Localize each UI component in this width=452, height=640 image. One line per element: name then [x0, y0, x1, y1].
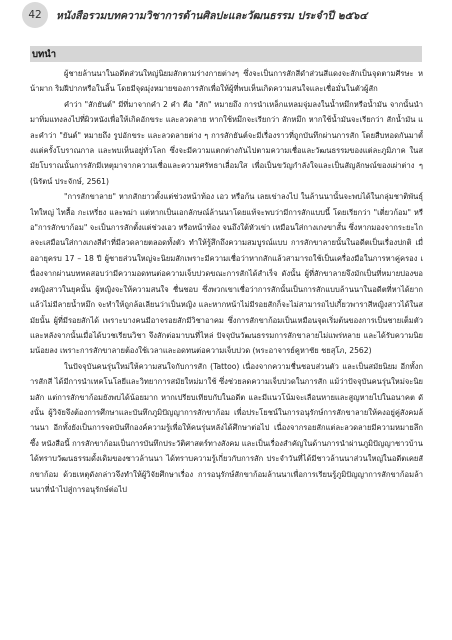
section-heading-bar [30, 46, 422, 62]
paragraph: ผู้ชายล้านนาในอดีตส่วนใหญ่นิยมสักตามร่างกายต่างๆ ซึ่งจะเป็นการสักสีดำส่วนสีแดงจะสักเป็นจุดตามศีรษะ หน้าผาก ริมฝีปากหรือในลิ้น โดยมีจุดมุ่งหมายของการสักเพื่อให้ผู้ที่พบเห็นเกิดความสนใจและเชื่อมั่นในตัวผู้สัก [30, 69, 423, 94]
paragraph: คำว่า "สักยันต์" มีที่มาจากคำ 2 คำ คือ "สัก" หมายถึง การนำเหล็กแหลมจุ่มลงในน้ำหมึกหรือน้ำมัน จากนั้นนำมาทิ่มแทงลงไปที่ผิวหนังเพื่อให้เกิดอักขระ และลวดลาย หากใช้หมึกจะเรียกว่า สักหมึก หากใช้น้ำมันจะเรียกว่า สักน้ำมัน และคำว่า "ยันต์" หมายถึง รูปอักขระ และลวดลายต่าง ๆ การสักยันต์จะมีเรื่องราวที่ถูกบันทึกผ่านการสัก โดยสืบทอดกันมาตั้งแต่ครั้งโบราณกาล และพบเห็นอยู่ทั่วโลก ซึ่งจะมีความแตกต่างกันไปตามความเชื่อและวัฒนธรรมของแต่ละภูมิภาค ในสมัยโบราณนั้นการสักมีเหตุมาจากความเชื่อและความศรัทธาเลื่อมใส เพื่อเป็นขวัญกำลังใจและเป็นสัญลักษณ์ของเผ่าต่าง ๆ (นิรัตน์ ประจักษ์, 2561) [30, 99, 423, 186]
section-heading: บทนำ [32, 49, 57, 60]
paragraph: "การสักขาลาย" หากสักยาวตั้งแต่ช่วงหน้าท้อง เอว หรือก้น เลยเข่าลงไป ในล้านนานั้นจะพบได้ในกลุ่มชาติพันธุ์ไทใหญ่ ไทลื้อ กะเหรี่ยง และพม่า แต่หากเป็นเอกลักษณ์ล้านนาโดยแท้จะพบว่ามีการสักแบบนี้ โดยเรียกว่า "เตี่ยวก้อม" หรือ"การสักขาก้อม" จะเป็นการสักตั้งแต่ช่วงเอว หรือหน้าท้อง จนถึงใต้หัวเข่า เหมือนใส่กางเกงขาสั้น ซึ่งหากมองจากระยะไกลจะเสมือนใส่กางเกงสีดำที่มีลวดลายตลอดทั้งตัว ทำให้รู้สึกถึงความสมบูรณ์แบบ การสักขาลายนั้นในอดีตเป็นเรื่องปกติ เมื่ออายุครบ 17 – 18 ปี ผู้ชายส่วนใหญ่จะนิยมสักเพราะมีความเชื่อว่าหากสักแล้วสามารถใช้เป็นเครื่องมือในการหาคู่ครอง เนื่องจากผ่านบททดสอบว่ามีความอดทนต่อความเจ็บปวดขณะการสักได้สำเร็จ ดังนั้น ผู้ที่สักขาลายจึงมักเป็นที่หมายปองของหญิงสาวในยุคนั้น ผู้หญิงจะให้ความสนใจ ชื่นชอบ ซึ่งพวกเขาเชื่อว่าการสักนั้นเป็นการสักแบบล้านนาในอดีตที่หาได้ยาก แล้วไม่มีลายน้ำหมึก จะทำให้ถูกล้อเลียนว่าเป็นหญิง และหากหน้าไม่มีรอยสักก็จะไม่สามารถไปเกี้ยวพาราสีหญิงสาวได้ในสมัยนั้น ผู้ที่มีรอยสักได้ เพราะบางคนมีอาจรอยสักมีวิชาอาคม ซึ่งการสักขาก้อมเป็นเหมือนจุดเริ่มต้นของการเป็นชายเต็มตัว และหลังจากนั้นเมื่อได้บวชเรียนวิชา จึงสักต่อมาบนที่ไหล่ ปัจจุบันวัฒนธรรมการสักขาลายไม่แพร่หลาย และได้รับความนิยมน้อยลง เพราะการสักขาลายต้องใช้เวลาและอดทนต่อความเจ็บปวด (พระอาจารย์คูหาชัย ชยสุโภ, 2562) [30, 192, 423, 356]
page-number: 42 [22, 2, 48, 28]
running-header-title: หนังสือรวมบทความวิชาการด้านศิลปะและวัฒนธรรม ประจำปี ๒๕๖๔ [56, 10, 368, 22]
article-body [30, 66, 423, 586]
paragraph: ในปัจจุบันคนรุ่นใหม่ให้ความสนใจกับการสัก (Tattoo) เนื่องจากความชื่นชอบส่วนตัว และเป็นสมัยนิยม อีกทั้งการสักสี ได้มีการนำเทคโนโลยีและวิทยาการสมัยใหม่มาใช้ ซึ่งช่วยลดความเจ็บปวดในการสัก แม้ว่าปัจจุบันคนรุ่นใหม่จะนิยมสัก แต่การสักขาก้อมยังพบได้น้อยมาก หากเปรียบเทียบกับในอดีต และมีแนวโน้มจะเลือนหายและสูญหายไปในอนาคต ดังนั้น ผู้วิจัยจึงต้องการศึกษาและบันทึกภูมิปัญญาการสักขาก้อม เพื่อประโยชน์ในการอนุรักษ์การสักขาลายให้คงอยู่คู่สังคมล้านนา อีกทั้งยังเป็นการจดบันทึกองค์ความรู้เพื่อให้คนรุ่นหลังได้ศึกษาต่อไป เนื่องจากรอยสักแต่ละลวดลายมีความหมายลึกซึ้ง หนังสือนี้ การสักขาก้อมเป็นการบันทึกประวัติศาสตร์ทางสังคม และเป็นเรื่องสำคัญในด้านการนำผ่านภูมิปัญญาชาวบ้านได้ทราบวัฒนธรรมดั้งเดิมของชาวล้านนา ได้ทราบความรู้เกี่ยวกับการสัก ประจำวันที่ได้มีชาวล้านนาส่วนใหญ่ในอดีตเคยสักขาก้อม ด้วยเหตุดังกล่าวจึงทำให้ผู้วิจัยศึกษาเรื่อง การอนุรักษ์สักขาก้อมล้านนาเพื่อการเรียนรู้ภูมิปัญญาการสักขาก้อมล้านนาที่นำไปสู่การอนุรักษ์ต่อไป [30, 361, 423, 494]
page-header [0, 0, 452, 40]
